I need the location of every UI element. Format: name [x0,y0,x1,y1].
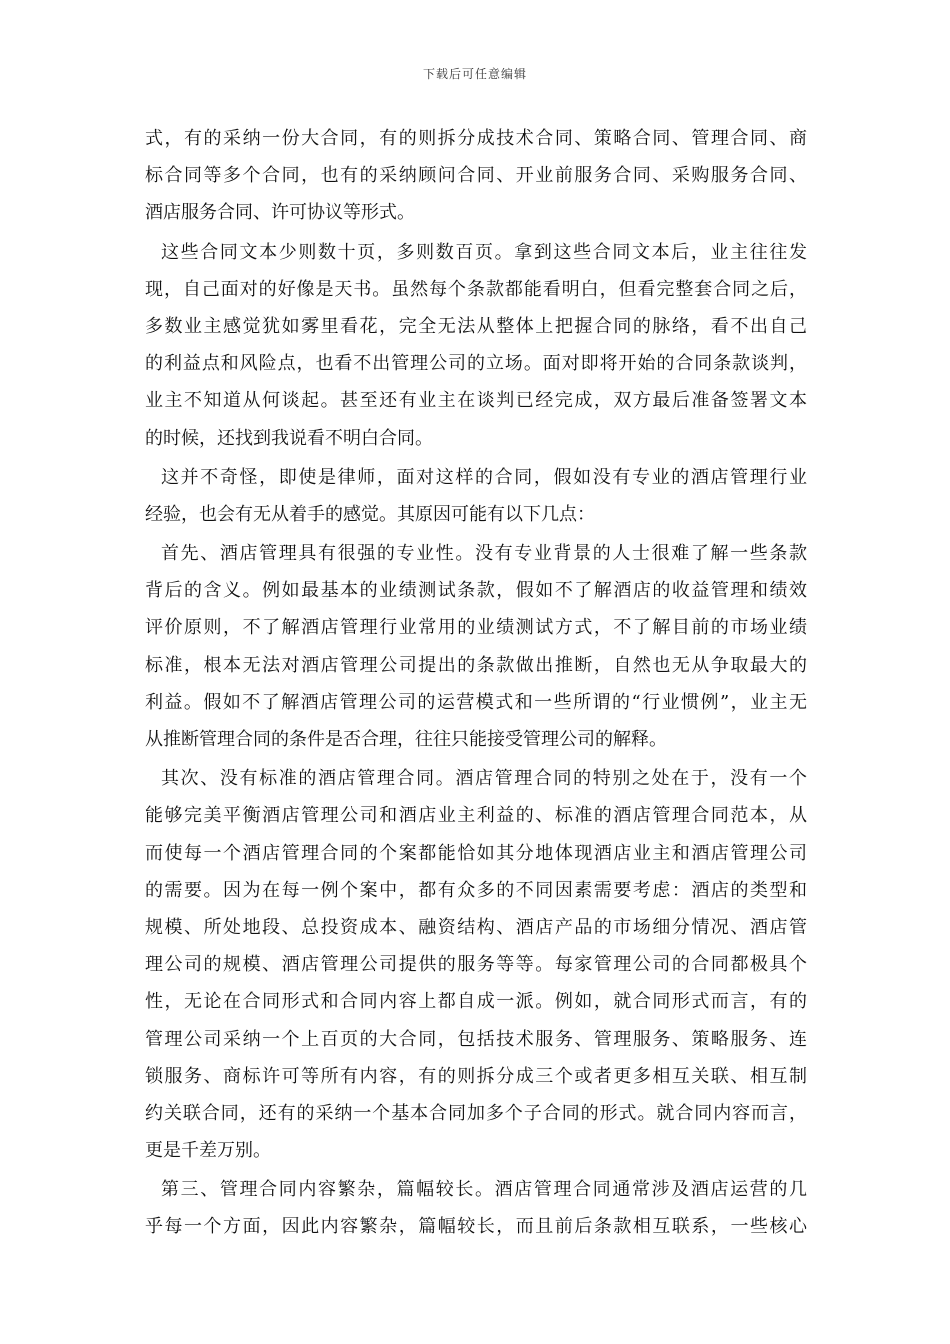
text-line: 的时候，还找到我说看不明白合同。 [145,427,433,449]
page-header: 下载后可任意编辑 [422,67,527,81]
text-line: 管理公司采纳一个上百页的大合同，包括技术服务、管理服务、策略服务、连 [145,1028,807,1050]
text-line: 首先、酒店管理具有很强的专业性。没有专业背景的人士很难了解一些条款 [161,543,807,565]
text-line: 的需要。因为在每一例个案中，都有众多的不同因素需要考虑：酒店的类型和 [145,879,807,901]
text-line: 背后的含义。例如最基本的业绩测试条款，假如不了解酒店的收益管理和绩效 [145,580,807,602]
text-line: 规模、所处地段、总投资成本、融资结构、酒店产品的市场细分情况、酒店管 [145,916,807,938]
text-line: 从推断管理合同的条件是否合理，往往只能接受管理公司的解释。 [145,729,667,750]
text-line: 乎每一个方面，因此内容繁杂，篇幅较长，而且前后条款相互联系，一些核心 [145,1216,807,1238]
text-line: 性，无论在合同形式和合同内容上都自成一派。例如，就合同形式而言，有的 [145,991,807,1013]
text-line: 这些合同文本少则数十页，多则数百页。拿到这些合同文本后，业主往往发 [161,241,807,263]
text-line: 的利益点和风险点，也看不出管理公司的立场。面对即将开始的合同条款谈判， [145,353,807,375]
text-line: 经验，也会有无从着手的感觉。其原因可能有以下几点： [145,503,595,525]
text-line: 这并不奇怪，即使是律师，面对这样的合同，假如没有专业的酒店管理行业 [161,466,807,488]
paragraph [145,535,807,758]
text-line: 更是千差万别。 [145,1140,271,1162]
text-line: 业主不知道从何谈起。甚至还有业主在谈判已经完成，双方最后准备签署文本 [145,390,807,412]
text-line: 现，自己面对的好像是天书。虽然每个条款都能看明白，但看完整套合同之后， [145,278,807,300]
text-line: 理公司的规模、酒店管理公司提供的服务等等。每家管理公司的合同都极具个 [145,954,807,976]
text-line: 多数业主感觉犹如雾里看花，完全无法从整体上把握合同的脉络，看不出自己 [145,315,807,337]
text-line: 标准，根本无法对酒店管理公司提出的条款做出推断，自然也无从争取最大的 [145,654,807,676]
paragraph [145,120,807,232]
text-line: 评价原则，不了解酒店管理行业常用的业绩测试方式，不了解目前的市场业绩 [145,617,807,639]
paragraph [145,234,807,457]
text-line: 而使每一个酒店管理合同的个案都能恰如其分地体现酒店业主和酒店管理公司 [145,842,807,864]
text-line: 锁服务、商标许可等所有内容，有的则拆分成三个或者更多相互关联、相互制 [145,1065,807,1087]
text-line: 标合同等多个合同，也有的采纳顾问合同、开业前服务合同、采购服务合同、 [145,165,807,187]
text-line: 能够完美平衡酒店管理公司和酒店业主利益的、标准的酒店管理合同范本，从 [145,805,807,827]
text-line: 其次、没有标准的酒店管理合同。酒店管理合同的特别之处在于，没有一个 [161,768,807,790]
paragraph [145,459,807,533]
text-line: 利益。假如不了解酒店管理公司的运营模式和一些所谓的“行业惯例”，业主无 [145,691,807,713]
text-line: 约关联合同，还有的采纳一个基本合同加多个子合同的形式。就合同内容而言， [145,1102,807,1124]
paragraph [145,760,807,1169]
text-line: 酒店服务合同、许可协议等形式。 [145,202,415,224]
text-line: 第三、管理合同内容繁杂，篇幅较长。酒店管理合同通常涉及酒店运营的几 [161,1179,807,1201]
text-line: 式，有的采纳一份大合同，有的则拆分成技术合同、策略合同、管理合同、商 [145,128,807,149]
paragraph [145,1171,807,1245]
document-body [145,120,807,1246]
